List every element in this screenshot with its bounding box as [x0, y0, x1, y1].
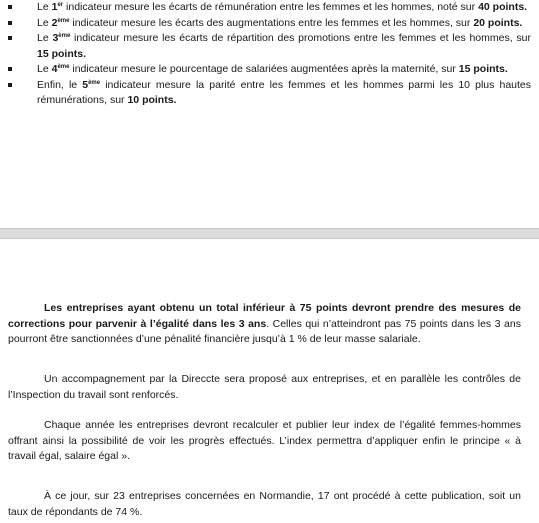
item-ordinal-suffix: ème: [57, 64, 70, 70]
paragraph-annual-index: [8, 418, 521, 465]
item-ordinal: 5: [82, 78, 89, 91]
paragraph-threshold: [8, 301, 521, 348]
item-ordinal: 4: [51, 63, 58, 75]
bullet-square-icon: [8, 67, 12, 71]
item-points: 20 points.: [473, 16, 523, 29]
item-ordinal-suffix: ème: [58, 33, 71, 39]
item-points: 40 points.: [478, 1, 528, 13]
list-item: [8, 62, 531, 78]
item-ordinal-suffix: ème: [57, 17, 70, 24]
paragraph-text: Un accompagnement par la Direccte sera proposé aux entreprises, et en parallèle les contrôles de l’Inspection du travail sont renforcés.: [8, 373, 521, 401]
paragraph-direccte: [8, 372, 521, 403]
item-prefix: Le: [37, 16, 52, 29]
item-prefix: Enfin, le: [37, 78, 83, 91]
page-separator: [0, 228, 539, 239]
document-page-bottom: [0, 239, 539, 523]
item-text: indicateur mesure les écarts de répartition des promotions entre les femmes et les hommes, sur: [70, 32, 531, 44]
item-ordinal: 2: [51, 16, 58, 29]
item-points: 10 points.: [127, 94, 177, 106]
document-page-top: [0, 0, 539, 228]
item-ordinal: 3: [52, 32, 59, 44]
indicator-list: [8, 0, 531, 109]
item-points: 15 points.: [458, 63, 508, 75]
item-prefix: Le: [37, 32, 53, 44]
item-text: indicateur mesure le pourcentage de salariées augmentées après la maternité, sur: [69, 63, 459, 75]
item-text: indicateur mesure les écarts des augmentations entre les femmes et les hommes, sur: [69, 16, 474, 29]
paragraph-text: À ce jour, sur 23 entreprises concernées en Normandie, 17 ont procédé à cette publication, soit un taux de répondants de 74 %.: [8, 490, 521, 518]
item-ordinal-suffix: ème: [88, 79, 101, 86]
paragraph-normandie: [8, 489, 521, 520]
list-item: [8, 78, 531, 109]
bullet-square-icon: [8, 36, 12, 40]
paragraph-text: Chaque année les entreprises devront recalculer et publier leur index de l’égalité femmes-hommes offrant ainsi la possibilité de voir les progrès effectués. L’index permettra d’appliquer enfin le principe « à travail égal, salaire égal ».: [8, 419, 521, 462]
bullet-square-icon: [8, 21, 12, 25]
bullet-square-icon: [8, 83, 12, 87]
list-item: [8, 31, 531, 62]
list-item: [8, 0, 531, 16]
item-text: indicateur mesure la parité entre les femmes et les hommes parmi les 10 plus hautes rémunérations, sur: [37, 78, 532, 106]
item-ordinal-suffix: er: [57, 2, 64, 8]
paragraph-bold-lead: Les entreprises ayant obtenu un total inférieur à 75 points devront prendre des mesures de corrections pour parvenir à l’égalité dans les 3 ans: [8, 302, 521, 330]
item-prefix: Le: [37, 63, 52, 75]
paragraph-rest: . Celles qui n’atteindront pas 75 points dans les 3 ans pourront être sanctionnées d’une pénalité financière jusqu’à 1 % de leur masse salariale.: [8, 317, 521, 345]
bullet-square-icon: [8, 5, 12, 9]
item-prefix: Le: [37, 1, 52, 13]
item-points: 15 points.: [37, 47, 87, 60]
item-text: indicateur mesure les écarts de rémunération entre les femmes et les hommes, noté sur: [63, 1, 479, 13]
list-item: [8, 16, 531, 32]
item-ordinal: 1: [51, 1, 58, 13]
